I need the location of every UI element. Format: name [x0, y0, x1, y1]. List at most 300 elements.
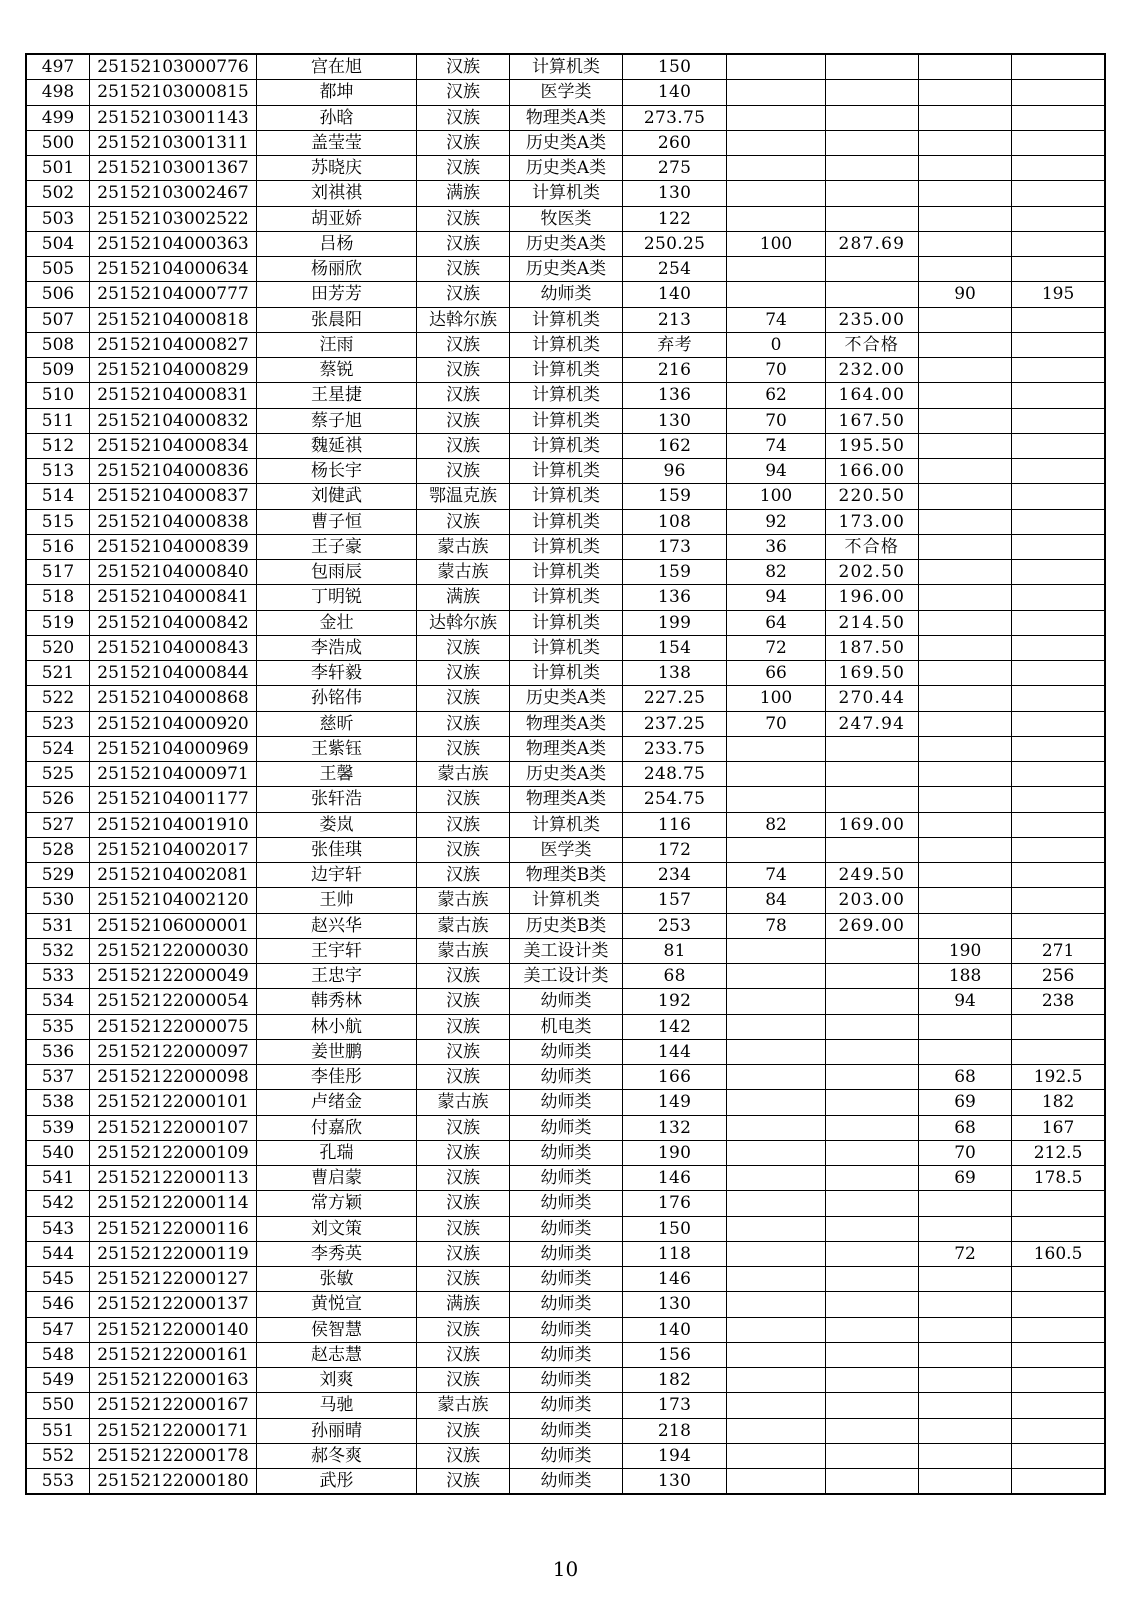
- cell-extra-total: [1012, 509, 1105, 534]
- cell-extra-score: [918, 105, 1011, 130]
- cell-name: 姜世鹏: [257, 1039, 417, 1064]
- cell-extra-score: 70: [918, 1140, 1011, 1165]
- table-body: [26, 54, 1105, 1494]
- cell-exam-score: 234: [622, 863, 727, 888]
- cell-name: 卢绪金: [257, 1090, 417, 1115]
- cell-exam-score: 190: [622, 1140, 727, 1165]
- cell-category: 物理类A类: [510, 105, 623, 130]
- cell-exam-score: 136: [622, 585, 727, 610]
- cell-exam-score: 68: [622, 964, 727, 989]
- cell-total-score: [825, 1191, 918, 1216]
- cell-extra-total: 160.5: [1012, 1241, 1105, 1266]
- cell-name: 蔡锐: [257, 358, 417, 383]
- cell-extra-total: [1012, 560, 1105, 585]
- cell-ethnicity: 汉族: [416, 787, 509, 812]
- cell-skill-score: [727, 80, 825, 105]
- cell-total-score: [825, 156, 918, 181]
- cell-ethnicity: 汉族: [416, 1140, 509, 1165]
- cell-total-score: [825, 1267, 918, 1292]
- cell-extra-total: [1012, 1393, 1105, 1418]
- table-row: [26, 1140, 1105, 1165]
- cell-skill-score: 70: [727, 358, 825, 383]
- cell-no: 535: [26, 1014, 90, 1039]
- cell-skill-score: 94: [727, 585, 825, 610]
- cell-category: 计算机类: [510, 661, 623, 686]
- cell-ethnicity: 汉族: [416, 408, 509, 433]
- cell-exam-id: 25152122000109: [90, 1140, 257, 1165]
- cell-name: 张敏: [257, 1267, 417, 1292]
- cell-total-score: 269.00: [825, 913, 918, 938]
- cell-exam-score: 157: [622, 888, 727, 913]
- cell-skill-score: [727, 105, 825, 130]
- cell-category: 历史类B类: [510, 913, 623, 938]
- cell-skill-score: [727, 1317, 825, 1342]
- cell-extra-score: [918, 534, 1011, 559]
- table-row: [26, 560, 1105, 585]
- cell-extra-score: 90: [918, 282, 1011, 307]
- cell-exam-score: 254: [622, 257, 727, 282]
- cell-name: 盖莹莹: [257, 130, 417, 155]
- cell-exam-id: 25152104000838: [90, 509, 257, 534]
- table-row: [26, 1090, 1105, 1115]
- table-row: [26, 282, 1105, 307]
- cell-exam-id: 25152122000167: [90, 1393, 257, 1418]
- cell-skill-score: 82: [727, 560, 825, 585]
- cell-ethnicity: 汉族: [416, 1191, 509, 1216]
- table-row: [26, 156, 1105, 181]
- cell-ethnicity: 汉族: [416, 1469, 509, 1495]
- cell-total-score: 164.00: [825, 383, 918, 408]
- cell-no: 530: [26, 888, 90, 913]
- cell-exam-id: 25152104000831: [90, 383, 257, 408]
- cell-extra-score: [918, 231, 1011, 256]
- cell-extra-total: [1012, 332, 1105, 357]
- cell-total-score: [825, 1115, 918, 1140]
- cell-extra-total: [1012, 1292, 1105, 1317]
- cell-ethnicity: 蒙古族: [416, 534, 509, 559]
- cell-total-score: 169.00: [825, 812, 918, 837]
- cell-category: 医学类: [510, 837, 623, 862]
- cell-name: 杨丽欣: [257, 257, 417, 282]
- table-row: [26, 80, 1105, 105]
- cell-exam-id: 25152122000161: [90, 1342, 257, 1367]
- cell-skill-score: [727, 1039, 825, 1064]
- cell-skill-score: 82: [727, 812, 825, 837]
- cell-extra-score: [918, 610, 1011, 635]
- cell-exam-id: 25152104000969: [90, 736, 257, 761]
- cell-extra-score: [918, 812, 1011, 837]
- cell-category: 幼师类: [510, 1140, 623, 1165]
- cell-skill-score: [727, 1090, 825, 1115]
- cell-extra-total: [1012, 863, 1105, 888]
- table-row: [26, 787, 1105, 812]
- cell-ethnicity: 汉族: [416, 130, 509, 155]
- cell-exam-id: 25152104002017: [90, 837, 257, 862]
- cell-extra-total: [1012, 484, 1105, 509]
- cell-name: 王忠宇: [257, 964, 417, 989]
- cell-skill-score: 74: [727, 433, 825, 458]
- cell-exam-id: 25152104000840: [90, 560, 257, 585]
- cell-exam-id: 25152104000842: [90, 610, 257, 635]
- cell-total-score: 166.00: [825, 459, 918, 484]
- cell-name: 常方颖: [257, 1191, 417, 1216]
- cell-exam-score: 136: [622, 383, 727, 408]
- cell-category: 计算机类: [510, 332, 623, 357]
- cell-exam-id: 25152104000839: [90, 534, 257, 559]
- cell-extra-total: [1012, 130, 1105, 155]
- cell-category: 幼师类: [510, 282, 623, 307]
- cell-category: 幼师类: [510, 1443, 623, 1468]
- cell-extra-total: [1012, 383, 1105, 408]
- cell-category: 医学类: [510, 80, 623, 105]
- cell-exam-score: 146: [622, 1267, 727, 1292]
- cell-extra-total: 167: [1012, 1115, 1105, 1140]
- cell-exam-score: 130: [622, 181, 727, 206]
- score-table: [25, 53, 1106, 1495]
- cell-ethnicity: 蒙古族: [416, 1393, 509, 1418]
- cell-total-score: 167.50: [825, 408, 918, 433]
- cell-category: 幼师类: [510, 1292, 623, 1317]
- cell-category: 幼师类: [510, 1039, 623, 1064]
- cell-name: 李秀英: [257, 1241, 417, 1266]
- cell-extra-total: [1012, 787, 1105, 812]
- cell-extra-total: 256: [1012, 964, 1105, 989]
- cell-exam-id: 25152103000815: [90, 80, 257, 105]
- cell-name: 边宇轩: [257, 863, 417, 888]
- cell-skill-score: [727, 1418, 825, 1443]
- cell-no: 513: [26, 459, 90, 484]
- cell-no: 527: [26, 812, 90, 837]
- cell-extra-total: [1012, 762, 1105, 787]
- cell-exam-id: 25152104002081: [90, 863, 257, 888]
- cell-skill-score: [727, 1216, 825, 1241]
- cell-exam-id: 25152122000098: [90, 1065, 257, 1090]
- cell-exam-score: 132: [622, 1115, 727, 1140]
- cell-name: 郝冬爽: [257, 1443, 417, 1468]
- cell-skill-score: [727, 156, 825, 181]
- cell-ethnicity: 汉族: [416, 1241, 509, 1266]
- table-row: [26, 863, 1105, 888]
- cell-no: 536: [26, 1039, 90, 1064]
- cell-name: 韩秀林: [257, 989, 417, 1014]
- cell-ethnicity: 汉族: [416, 282, 509, 307]
- table-row: [26, 433, 1105, 458]
- cell-exam-id: 25152104000777: [90, 282, 257, 307]
- cell-skill-score: [727, 837, 825, 862]
- cell-skill-score: [727, 1469, 825, 1495]
- table-row: [26, 105, 1105, 130]
- cell-exam-id: 25152103001311: [90, 130, 257, 155]
- cell-ethnicity: 蒙古族: [416, 913, 509, 938]
- cell-exam-score: 140: [622, 282, 727, 307]
- cell-extra-total: 178.5: [1012, 1166, 1105, 1191]
- cell-category: 计算机类: [510, 585, 623, 610]
- cell-exam-score: 96: [622, 459, 727, 484]
- cell-exam-score: 248.75: [622, 762, 727, 787]
- cell-no: 547: [26, 1317, 90, 1342]
- cell-extra-score: [918, 80, 1011, 105]
- cell-skill-score: [727, 181, 825, 206]
- cell-exam-id: 25152103002467: [90, 181, 257, 206]
- cell-ethnicity: 汉族: [416, 433, 509, 458]
- cell-no: 505: [26, 257, 90, 282]
- cell-no: 545: [26, 1267, 90, 1292]
- cell-skill-score: 70: [727, 711, 825, 736]
- cell-total-score: [825, 105, 918, 130]
- table-row: [26, 661, 1105, 686]
- cell-total-score: 不合格: [825, 332, 918, 357]
- cell-extra-total: [1012, 812, 1105, 837]
- cell-extra-score: 69: [918, 1166, 1011, 1191]
- cell-skill-score: [727, 787, 825, 812]
- table-row: [26, 206, 1105, 231]
- cell-skill-score: 36: [727, 534, 825, 559]
- cell-skill-score: [727, 1393, 825, 1418]
- cell-no: 518: [26, 585, 90, 610]
- cell-category: 幼师类: [510, 1065, 623, 1090]
- cell-name: 孙丽晴: [257, 1418, 417, 1443]
- cell-skill-score: [727, 54, 825, 80]
- cell-no: 534: [26, 989, 90, 1014]
- cell-extra-score: [918, 686, 1011, 711]
- cell-no: 546: [26, 1292, 90, 1317]
- cell-extra-score: [918, 1443, 1011, 1468]
- cell-name: 孔瑞: [257, 1140, 417, 1165]
- cell-skill-score: [727, 1368, 825, 1393]
- cell-category: 计算机类: [510, 54, 623, 80]
- cell-ethnicity: 汉族: [416, 711, 509, 736]
- page-number: 10: [552, 1557, 579, 1581]
- cell-name: 王紫钰: [257, 736, 417, 761]
- cell-extra-score: [918, 585, 1011, 610]
- cell-exam-id: 25152104000971: [90, 762, 257, 787]
- cell-skill-score: [727, 257, 825, 282]
- cell-ethnicity: 汉族: [416, 206, 509, 231]
- cell-ethnicity: 汉族: [416, 736, 509, 761]
- cell-extra-total: [1012, 661, 1105, 686]
- cell-total-score: [825, 837, 918, 862]
- cell-ethnicity: 汉族: [416, 54, 509, 80]
- cell-ethnicity: 蒙古族: [416, 938, 509, 963]
- cell-no: 542: [26, 1191, 90, 1216]
- cell-extra-total: [1012, 1342, 1105, 1367]
- cell-extra-score: [918, 1317, 1011, 1342]
- table-row: [26, 610, 1105, 635]
- cell-extra-total: [1012, 1267, 1105, 1292]
- cell-category: 幼师类: [510, 989, 623, 1014]
- cell-exam-score: 237.25: [622, 711, 727, 736]
- cell-extra-total: [1012, 686, 1105, 711]
- cell-exam-score: 140: [622, 1317, 727, 1342]
- cell-extra-total: [1012, 156, 1105, 181]
- cell-skill-score: [727, 1065, 825, 1090]
- cell-exam-id: 25152104000920: [90, 711, 257, 736]
- cell-category: 幼师类: [510, 1267, 623, 1292]
- cell-extra-score: 68: [918, 1115, 1011, 1140]
- cell-exam-score: 142: [622, 1014, 727, 1039]
- cell-no: 509: [26, 358, 90, 383]
- table-row: [26, 1418, 1105, 1443]
- cell-no: 503: [26, 206, 90, 231]
- cell-exam-id: 25152103002522: [90, 206, 257, 231]
- cell-total-score: 196.00: [825, 585, 918, 610]
- cell-extra-total: 238: [1012, 989, 1105, 1014]
- cell-exam-id: 25152122000114: [90, 1191, 257, 1216]
- cell-extra-score: [918, 181, 1011, 206]
- cell-extra-score: [918, 888, 1011, 913]
- table-row: [26, 408, 1105, 433]
- cell-exam-id: 25152104001910: [90, 812, 257, 837]
- cell-extra-total: [1012, 1469, 1105, 1495]
- cell-total-score: [825, 1418, 918, 1443]
- cell-name: 武彤: [257, 1469, 417, 1495]
- cell-ethnicity: 满族: [416, 585, 509, 610]
- cell-category: 计算机类: [510, 408, 623, 433]
- cell-name: 曹子恒: [257, 509, 417, 534]
- cell-ethnicity: 汉族: [416, 1166, 509, 1191]
- cell-exam-score: 159: [622, 560, 727, 585]
- cell-no: 551: [26, 1418, 90, 1443]
- cell-category: 幼师类: [510, 1090, 623, 1115]
- cell-name: 王馨: [257, 762, 417, 787]
- cell-extra-score: 94: [918, 989, 1011, 1014]
- cell-extra-score: 190: [918, 938, 1011, 963]
- cell-exam-score: 118: [622, 1241, 727, 1266]
- table-row: [26, 1292, 1105, 1317]
- cell-no: 524: [26, 736, 90, 761]
- table-row: [26, 1443, 1105, 1468]
- table-row: [26, 54, 1105, 80]
- cell-category: 历史类A类: [510, 130, 623, 155]
- table-row: [26, 913, 1105, 938]
- table-row: [26, 1368, 1105, 1393]
- cell-category: 物理类B类: [510, 863, 623, 888]
- cell-total-score: [825, 1393, 918, 1418]
- table-row: [26, 1216, 1105, 1241]
- cell-name: 胡亚娇: [257, 206, 417, 231]
- cell-extra-total: [1012, 1368, 1105, 1393]
- cell-ethnicity: 汉族: [416, 661, 509, 686]
- table-row: [26, 1393, 1105, 1418]
- table-row: [26, 1241, 1105, 1266]
- cell-skill-score: 100: [727, 484, 825, 509]
- table-row: [26, 812, 1105, 837]
- cell-extra-score: [918, 1418, 1011, 1443]
- table-row: [26, 1065, 1105, 1090]
- cell-exam-score: 166: [622, 1065, 727, 1090]
- cell-exam-id: 25152122000075: [90, 1014, 257, 1039]
- cell-category: 历史类A类: [510, 686, 623, 711]
- cell-no: 549: [26, 1368, 90, 1393]
- cell-name: 刘祺祺: [257, 181, 417, 206]
- cell-total-score: [825, 1342, 918, 1367]
- cell-name: 刘爽: [257, 1368, 417, 1393]
- cell-ethnicity: 汉族: [416, 1443, 509, 1468]
- cell-extra-score: [918, 1191, 1011, 1216]
- cell-ethnicity: 汉族: [416, 635, 509, 660]
- cell-ethnicity: 满族: [416, 181, 509, 206]
- cell-skill-score: [727, 1166, 825, 1191]
- cell-exam-id: 25152104002120: [90, 888, 257, 913]
- cell-extra-score: [918, 206, 1011, 231]
- cell-exam-id: 25152104000827: [90, 332, 257, 357]
- cell-no: 526: [26, 787, 90, 812]
- cell-total-score: [825, 181, 918, 206]
- cell-exam-id: 25152104001177: [90, 787, 257, 812]
- cell-ethnicity: 汉族: [416, 105, 509, 130]
- cell-ethnicity: 汉族: [416, 1342, 509, 1367]
- cell-skill-score: [727, 938, 825, 963]
- cell-extra-total: [1012, 1418, 1105, 1443]
- cell-exam-id: 25152122000097: [90, 1039, 257, 1064]
- cell-skill-score: [727, 1140, 825, 1165]
- cell-total-score: 169.50: [825, 661, 918, 686]
- cell-extra-score: [918, 787, 1011, 812]
- cell-total-score: [825, 1090, 918, 1115]
- cell-exam-score: 194: [622, 1443, 727, 1468]
- cell-skill-score: [727, 964, 825, 989]
- cell-exam-id: 25152104000868: [90, 686, 257, 711]
- cell-extra-total: [1012, 80, 1105, 105]
- cell-exam-score: 150: [622, 54, 727, 80]
- cell-category: 计算机类: [510, 307, 623, 332]
- cell-ethnicity: 汉族: [416, 1039, 509, 1064]
- cell-ethnicity: 汉族: [416, 812, 509, 837]
- cell-exam-id: 25152104000837: [90, 484, 257, 509]
- cell-category: 历史类A类: [510, 156, 623, 181]
- cell-extra-total: [1012, 307, 1105, 332]
- cell-no: 523: [26, 711, 90, 736]
- cell-extra-total: [1012, 459, 1105, 484]
- cell-extra-score: [918, 1342, 1011, 1367]
- cell-skill-score: 100: [727, 231, 825, 256]
- cell-exam-score: 130: [622, 1469, 727, 1495]
- cell-total-score: 187.50: [825, 635, 918, 660]
- cell-skill-score: 66: [727, 661, 825, 686]
- cell-name: 苏晓庆: [257, 156, 417, 181]
- table-row: [26, 1166, 1105, 1191]
- cell-exam-score: 162: [622, 433, 727, 458]
- cell-no: 543: [26, 1216, 90, 1241]
- table-row: [26, 635, 1105, 660]
- cell-exam-id: 25152104000832: [90, 408, 257, 433]
- cell-no: 497: [26, 54, 90, 80]
- cell-extra-total: [1012, 1039, 1105, 1064]
- cell-no: 508: [26, 332, 90, 357]
- cell-category: 幼师类: [510, 1216, 623, 1241]
- cell-name: 金壮: [257, 610, 417, 635]
- cell-name: 赵志慧: [257, 1342, 417, 1367]
- cell-exam-id: 25152104000818: [90, 307, 257, 332]
- cell-name: 丁明锐: [257, 585, 417, 610]
- cell-name: 王子豪: [257, 534, 417, 559]
- table-row: [26, 711, 1105, 736]
- cell-extra-score: [918, 484, 1011, 509]
- cell-no: 506: [26, 282, 90, 307]
- table-row: [26, 358, 1105, 383]
- cell-category: 历史类A类: [510, 257, 623, 282]
- table-row: [26, 181, 1105, 206]
- cell-extra-total: [1012, 610, 1105, 635]
- cell-skill-score: [727, 1014, 825, 1039]
- cell-name: 孙铭伟: [257, 686, 417, 711]
- table-row: [26, 989, 1105, 1014]
- cell-extra-score: [918, 1039, 1011, 1064]
- cell-skill-score: [727, 1241, 825, 1266]
- cell-name: 魏延祺: [257, 433, 417, 458]
- cell-total-score: 249.50: [825, 863, 918, 888]
- cell-skill-score: [727, 1292, 825, 1317]
